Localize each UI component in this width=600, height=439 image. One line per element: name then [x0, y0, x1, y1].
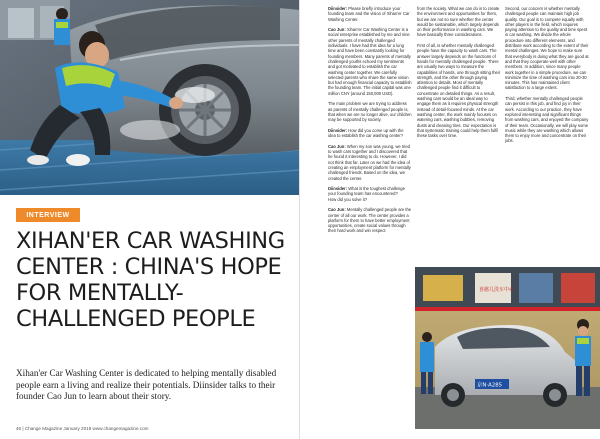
interview-paragraph: Diinsider: Please briefly introduce your founding team and the vision of Xihan'er Car Washing Center.: [328, 6, 410, 22]
car-wash-center-illustration: [415, 267, 600, 429]
license-plate: 京N·A285: [477, 382, 503, 389]
speaker-label: Cao Jun:: [328, 207, 346, 213]
interview-paragraph: Cao Jun: Mentally challenged people are the center of all our work. The center provides a platform for them to have better employment opportunities, create social values through their hard work and win respect: [328, 207, 412, 234]
interview-paragraph: First of all, is whether mentally challenged people have the capacity to wash cars. The answer largely depends on the functions of hands for mentally challenged people. There are usually two ways to measure the capabilities of hands, one through sitting their strength, and the other through paying attention to details. Most of mentally challenged people find it difficult to concentrate on detailed things. As a result, washing cars would be an ideal way to engage them as it requires physical strength instead of detail-focused minds. At the car washing center, the work mainly focuses on watering cars, washing bubbles, removing dusts and cleaning tires. Our expectation is that systematic training could help them fulfil these tasks over time.: [417, 43, 501, 139]
interview-paragraph: from the society. What we can do is to create the environment and opportunities for them, but we are not so sure whether the center would be sustainable, which largely depends on their performance in washing cars. We have basically three considerations.: [417, 6, 500, 38]
interview-column-2: [417, 6, 501, 144]
interview-column-3: [505, 6, 589, 149]
interview-paragraph: Cao Jun: When my son was young, we tried to wash cars together and I discovered that he found it interesting to do. However, I did not think that far. Later on we had the idea of creating an employment platform for mentally challenged friends. Based on the idea, we created the center.: [328, 143, 411, 181]
interview-paragraph: The main problem we are trying to address as parents of mentally challenged people is, that when we are no longer alive, our children may be supported by society.: [328, 101, 412, 123]
article-deck: Xihan'er Car Washing Center is dedicated to helping mentally disabled people earn a living and realize their potentials. Diinsider talks to their founder Cao Jun to learn about their story.: [16, 368, 277, 402]
shop-sign-text: 喜憨儿洗车中心: [479, 287, 515, 293]
background-worker: [54, 8, 70, 45]
interview-paragraph: Diinsider: What is the toughest challenge your founding team has encountered?: [328, 186, 405, 197]
car-wash-center-photo: [415, 267, 600, 429]
speaker-label: Cao Jun:: [328, 143, 346, 149]
interview-paragraph: Second, our concern is whether mentally challenged people can maintain high job quality. Our goal is to compete equally with other players in the field, which requires paying attention to the quality and time spent in car washing. We divide the whole procedure into different elements, and distribute work according to the extent of their mental challenges. We hope to make sure that everybody is doing what they are good at and that they cooperate well with other members. In addition, since many people work together in a simple procedure, we can minimize the time of washing cars into 20-30 minutes. This has maintained client satisfaction to a large extent.: [505, 6, 589, 91]
speaker-label: Diinsider:: [328, 186, 348, 192]
speaker-label: Diinsider:: [328, 127, 348, 133]
interview-paragraph: Diinsider: How did you come up with the idea to establish the car washing center?: [328, 127, 404, 139]
speaker-label: Diinsider:: [328, 6, 348, 11]
interview-paragraph: Cao Jun: Xihan'er Car Washing Center is a social enterprise established by me and nine other parents of mentally challenged individuals. I have had this idea for a long time and have been constantly looking for founding members. Many parents of mentally challenged youths echoed my sentiments and got motivated to establish the car washing center together. We carefully selected parents who share the same vision but had enough financial capacity to establish the founding team. The initial capital was one million CNY (around 150,000 USD).: [328, 27, 412, 96]
speaker-label: Cao Jun:: [328, 27, 346, 33]
car-washing-illustration: [0, 0, 300, 195]
interview-column-1: [328, 6, 412, 239]
car-washing-photo: [0, 0, 300, 195]
interview-paragraph: How did you solve it?: [328, 196, 368, 202]
section-tag: INTERVIEW: [16, 208, 80, 222]
interview-paragraph: Third, whether mentally challenged people can persist in this job, and find joy in their work. According to our practice, they have explored interesting and significant things from washing cars, and enjoyed the company of their team. Occasionally, we will play some music while they are washing which allows them to enjoy more and concentrate on their jobs.: [505, 96, 589, 144]
article-headline: XIHAN'ER CAR WASHING CENTER : CHINA'S HOPE FOR MENTALLY-CHALLENGED PEOPLE: [16, 228, 285, 332]
page-folio: 46 | Change Magazine January 2018 www.changemagazine.com: [16, 426, 149, 431]
